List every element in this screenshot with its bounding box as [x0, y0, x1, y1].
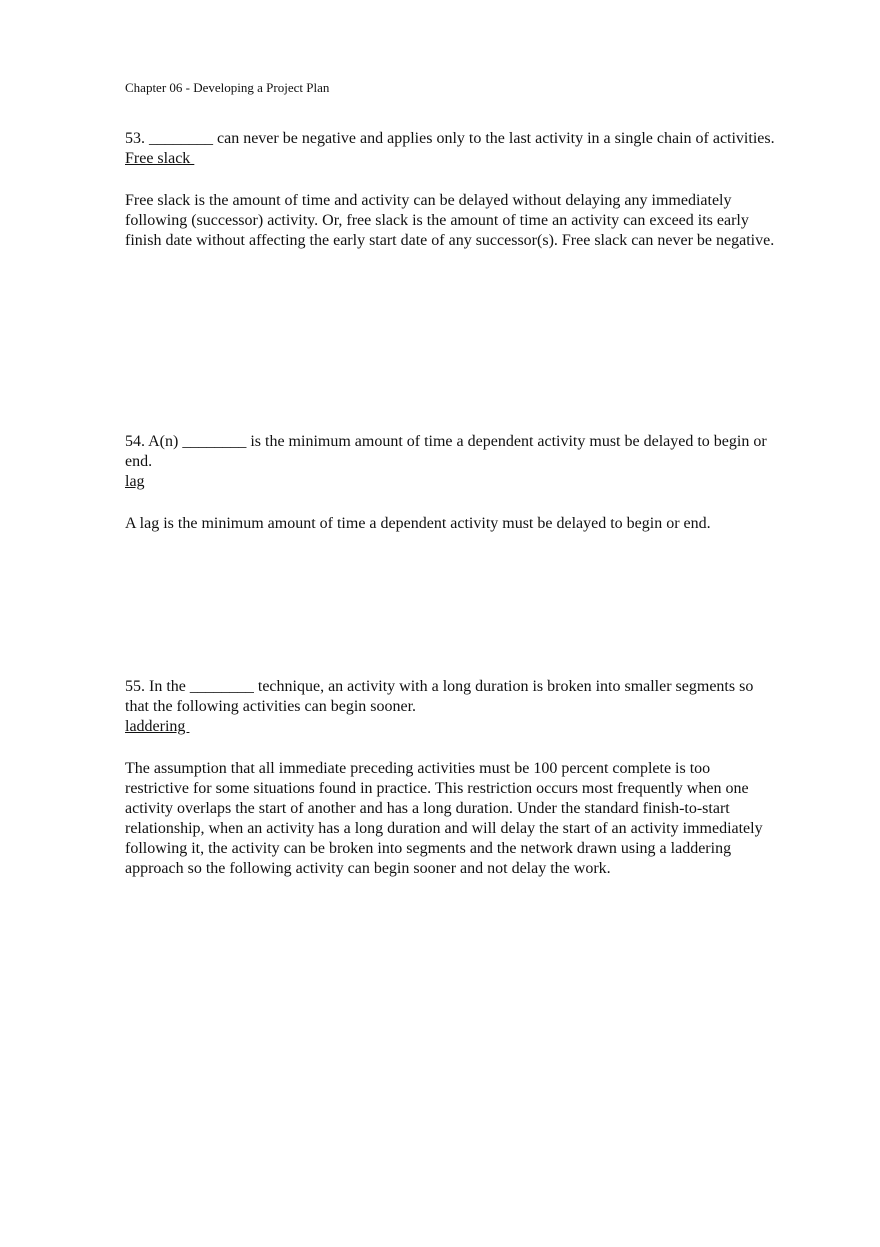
answer-text: Free slack	[125, 150, 195, 167]
answer-text: laddering	[125, 718, 190, 735]
question-text: 55. In the ________ technique, an activity with a long duration is broken into smaller segments so that the following activities can begin sooner.	[125, 678, 754, 715]
question-text: 53. ________ can never be negative and applies only to the last activity in a single chain of activities.	[125, 130, 775, 147]
explanation-text: A lag is the minimum amount of time a dependent activity must be delayed to begin or end.	[125, 515, 711, 532]
question-block	[125, 677, 775, 879]
explanation-text: The assumption that all immediate preceding activities must be 100 percent complete is too restrictive for some situations found in practice. This restriction occurs most frequently when one activity overlaps the start of another and has a long duration. Under the standard finish-to-start relationship, when an activity has a long duration and will delay the start of an activity immediately following it, the activity can be broken into segments and the network drawn using a laddering approach so the following activity can begin sooner and not delay the work.	[125, 760, 763, 877]
question-block	[125, 129, 775, 251]
explanation-text: Free slack is the amount of time and activity can be delayed without delaying any immediately following (successor) activity. Or, free slack is the amount of time an activity can exceed its early finish date without affecting the early start date of any successor(s). Free slack can never be negative.	[125, 192, 775, 249]
chapter-header: Chapter 06 - Developing a Project Plan	[125, 80, 330, 95]
question-block	[125, 432, 775, 534]
question-text: 54. A(n) ________ is the minimum amount of time a dependent activity must be delayed to begin or end.	[125, 433, 767, 470]
answer-text: lag	[125, 473, 145, 490]
